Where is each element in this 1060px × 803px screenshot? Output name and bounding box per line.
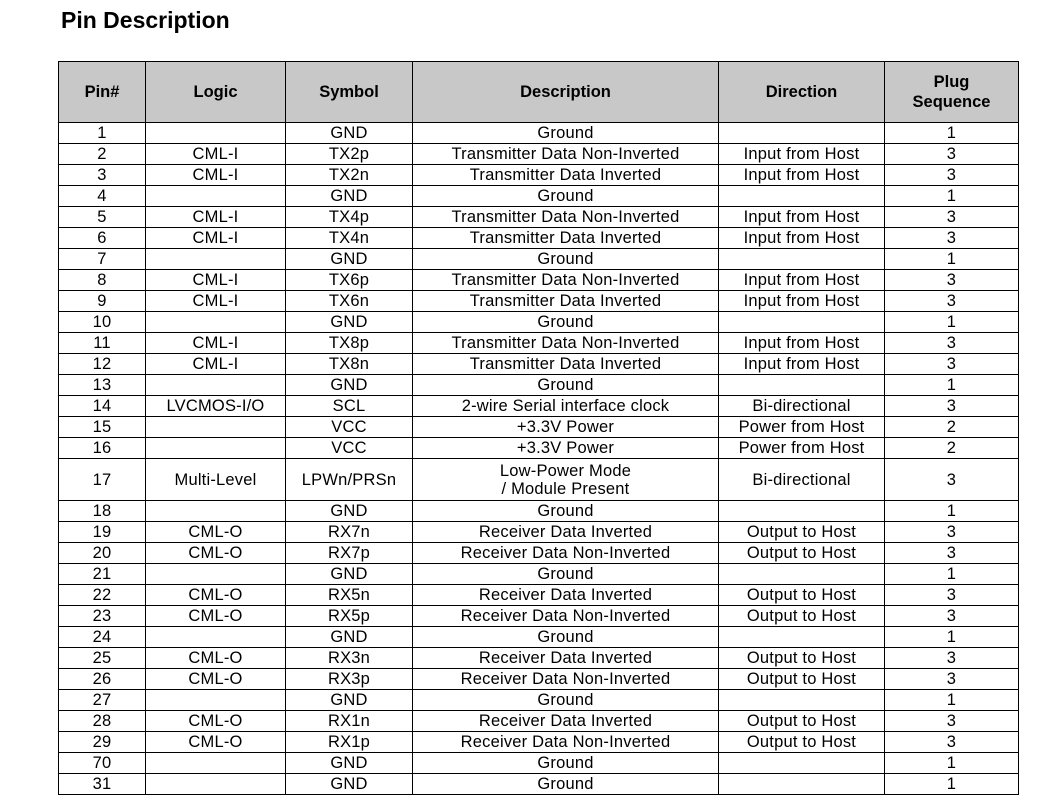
table-row [59,627,1019,648]
header-plug-line1: Plug [933,73,970,91]
cell-symbol: GND [286,627,413,648]
cell-symbol: TX8n [286,354,413,375]
cell-description: Ground [413,753,719,774]
cell-description-line2: / Module Present [501,479,630,498]
table-body [59,123,1019,795]
table-row [59,333,1019,354]
cell-direction: Input from Host [719,354,885,375]
cell-pin: 7 [59,249,146,270]
cell-description: Receiver Data Non-Inverted [413,606,719,627]
cell-logic [146,249,286,270]
cell-direction: Output to Host [719,543,885,564]
cell-direction [719,501,885,522]
cell-symbol: GND [286,501,413,522]
cell-direction: Input from Host [719,228,885,249]
table-row [59,291,1019,312]
cell-plug: 3 [885,459,1019,501]
cell-direction: Input from Host [719,291,885,312]
cell-logic [146,123,286,144]
cell-description: Receiver Data Inverted [413,648,719,669]
header-logic: Logic [146,62,286,123]
header-description: Description [413,62,719,123]
cell-plug: 2 [885,438,1019,459]
cell-direction [719,375,885,396]
cell-plug: 3 [885,585,1019,606]
table-row [59,606,1019,627]
cell-direction: Input from Host [719,333,885,354]
cell-logic [146,774,286,795]
cell-direction: Bi-directional [719,396,885,417]
cell-pin: 70 [59,753,146,774]
table-row [59,165,1019,186]
cell-pin: 29 [59,732,146,753]
cell-pin: 31 [59,774,146,795]
page-title: Pin Description [61,7,230,33]
cell-symbol: RX1n [286,711,413,732]
cell-symbol: RX7n [286,522,413,543]
cell-description: Receiver Data Inverted [413,585,719,606]
cell-logic: CML-O [146,648,286,669]
header-plug-line2: Sequence [912,93,991,111]
table-row [59,228,1019,249]
table-row [59,144,1019,165]
cell-description [413,459,719,501]
cell-symbol: RX3n [286,648,413,669]
header-symbol: Symbol [286,62,413,123]
cell-logic [146,312,286,333]
cell-symbol: GND [286,123,413,144]
cell-description: Receiver Data Non-Inverted [413,543,719,564]
cell-description: Transmitter Data Inverted [413,228,719,249]
table-header-row [59,62,1019,123]
table-row [59,270,1019,291]
cell-logic: CML-I [146,228,286,249]
cell-description: Transmitter Data Non-Inverted [413,333,719,354]
cell-description: Transmitter Data Non-Inverted [413,207,719,228]
cell-logic: CML-O [146,522,286,543]
cell-description: Ground [413,186,719,207]
cell-symbol: VCC [286,438,413,459]
cell-plug: 3 [885,543,1019,564]
cell-direction [719,690,885,711]
cell-direction: Output to Host [719,711,885,732]
table-row [59,564,1019,585]
cell-plug: 3 [885,207,1019,228]
cell-logic: CML-O [146,606,286,627]
cell-plug: 3 [885,648,1019,669]
cell-pin: 28 [59,711,146,732]
cell-symbol: RX5n [286,585,413,606]
cell-logic [146,375,286,396]
cell-direction: Bi-directional [719,459,885,501]
cell-plug: 1 [885,564,1019,585]
cell-logic: CML-O [146,669,286,690]
cell-direction: Output to Host [719,669,885,690]
cell-direction: Output to Host [719,648,885,669]
cell-direction: Input from Host [719,144,885,165]
cell-logic: CML-I [146,207,286,228]
table-row [59,312,1019,333]
table-row [59,501,1019,522]
header-direction: Direction [719,62,885,123]
table-row [59,774,1019,795]
cell-pin: 18 [59,501,146,522]
cell-direction [719,564,885,585]
cell-logic [146,690,286,711]
header-pin: Pin# [59,62,146,123]
table-row [59,648,1019,669]
cell-direction [719,312,885,333]
cell-direction: Power from Host [719,438,885,459]
cell-description: Ground [413,627,719,648]
cell-pin: 22 [59,585,146,606]
cell-logic [146,186,286,207]
cell-symbol: VCC [286,417,413,438]
cell-direction: Input from Host [719,270,885,291]
cell-symbol: RX3p [286,669,413,690]
cell-direction [719,753,885,774]
cell-description: Receiver Data Inverted [413,711,719,732]
table-row [59,207,1019,228]
cell-symbol: TX2p [286,144,413,165]
table-row [59,249,1019,270]
cell-description: Ground [413,249,719,270]
cell-description: +3.3V Power [413,438,719,459]
cell-pin: 19 [59,522,146,543]
cell-logic: CML-I [146,333,286,354]
cell-symbol: TX8p [286,333,413,354]
cell-symbol: TX4n [286,228,413,249]
cell-direction [719,627,885,648]
cell-pin: 17 [59,459,146,501]
cell-plug: 3 [885,669,1019,690]
cell-description: Transmitter Data Non-Inverted [413,270,719,291]
cell-pin: 21 [59,564,146,585]
header-plug-sequence [885,62,1019,123]
cell-plug: 1 [885,312,1019,333]
cell-description: Ground [413,774,719,795]
cell-logic: CML-I [146,270,286,291]
cell-direction: Input from Host [719,207,885,228]
cell-logic: CML-I [146,354,286,375]
table-row [59,459,1019,501]
table-row [59,543,1019,564]
cell-logic [146,417,286,438]
cell-symbol: RX5p [286,606,413,627]
cell-logic: CML-O [146,585,286,606]
cell-symbol: TX4p [286,207,413,228]
cell-direction: Output to Host [719,585,885,606]
cell-description: Transmitter Data Inverted [413,291,719,312]
cell-plug: 3 [885,333,1019,354]
cell-description: Transmitter Data Non-Inverted [413,144,719,165]
cell-description: 2-wire Serial interface clock [413,396,719,417]
cell-plug: 1 [885,186,1019,207]
cell-pin: 2 [59,144,146,165]
cell-description: Ground [413,375,719,396]
cell-symbol: TX6n [286,291,413,312]
table-row [59,417,1019,438]
table-row [59,690,1019,711]
cell-symbol: TX6p [286,270,413,291]
cell-pin: 27 [59,690,146,711]
cell-description: Ground [413,501,719,522]
cell-plug: 3 [885,606,1019,627]
cell-logic [146,564,286,585]
table-row [59,354,1019,375]
cell-direction [719,186,885,207]
cell-symbol: GND [286,774,413,795]
cell-description: Transmitter Data Inverted [413,354,719,375]
cell-logic [146,438,286,459]
cell-pin: 15 [59,417,146,438]
cell-logic: CML-O [146,543,286,564]
cell-logic: CML-I [146,144,286,165]
cell-symbol: RX1p [286,732,413,753]
cell-logic: LVCMOS-I/O [146,396,286,417]
cell-plug: 3 [885,144,1019,165]
cell-direction [719,123,885,144]
cell-pin: 25 [59,648,146,669]
cell-symbol: TX2n [286,165,413,186]
cell-logic: CML-O [146,711,286,732]
cell-description: +3.3V Power [413,417,719,438]
cell-symbol: GND [286,690,413,711]
cell-plug: 1 [885,774,1019,795]
table-row [59,375,1019,396]
table-row [59,669,1019,690]
cell-logic [146,501,286,522]
cell-plug: 1 [885,249,1019,270]
cell-direction [719,774,885,795]
cell-plug: 3 [885,522,1019,543]
cell-pin: 4 [59,186,146,207]
cell-pin: 14 [59,396,146,417]
cell-plug: 3 [885,291,1019,312]
cell-plug: 1 [885,690,1019,711]
cell-plug: 3 [885,711,1019,732]
cell-plug: 3 [885,396,1019,417]
cell-plug: 3 [885,228,1019,249]
cell-symbol: GND [286,753,413,774]
cell-symbol: LPWn/PRSn [286,459,413,501]
cell-pin: 6 [59,228,146,249]
cell-plug: 1 [885,627,1019,648]
cell-direction: Power from Host [719,417,885,438]
cell-pin: 23 [59,606,146,627]
cell-pin: 13 [59,375,146,396]
cell-pin: 26 [59,669,146,690]
cell-direction: Output to Host [719,522,885,543]
pin-description-table [58,61,1019,795]
cell-direction [719,249,885,270]
cell-pin: 5 [59,207,146,228]
cell-description: Ground [413,564,719,585]
cell-description: Receiver Data Inverted [413,522,719,543]
cell-logic: Multi-Level [146,459,286,501]
cell-direction: Output to Host [719,606,885,627]
cell-symbol: GND [286,375,413,396]
cell-pin: 8 [59,270,146,291]
cell-pin: 20 [59,543,146,564]
cell-plug: 2 [885,417,1019,438]
cell-plug: 3 [885,165,1019,186]
cell-description: Transmitter Data Inverted [413,165,719,186]
cell-description: Ground [413,123,719,144]
table-row [59,522,1019,543]
table-row [59,438,1019,459]
table-row [59,123,1019,144]
cell-description: Receiver Data Non-Inverted [413,732,719,753]
cell-pin: 24 [59,627,146,648]
cell-symbol: RX7p [286,543,413,564]
cell-logic [146,753,286,774]
cell-plug: 3 [885,732,1019,753]
cell-pin: 3 [59,165,146,186]
cell-pin: 12 [59,354,146,375]
cell-plug: 3 [885,270,1019,291]
cell-description: Ground [413,690,719,711]
cell-symbol: GND [286,186,413,207]
cell-logic [146,627,286,648]
cell-symbol: GND [286,249,413,270]
cell-symbol: GND [286,564,413,585]
cell-pin: 10 [59,312,146,333]
table-row [59,753,1019,774]
cell-direction: Output to Host [719,732,885,753]
cell-symbol: SCL [286,396,413,417]
cell-direction: Input from Host [719,165,885,186]
cell-plug: 1 [885,753,1019,774]
cell-logic: CML-I [146,291,286,312]
cell-plug: 1 [885,375,1019,396]
cell-description: Ground [413,312,719,333]
table-row [59,186,1019,207]
cell-description-line1: Low-Power Mode [499,461,632,480]
table-row [59,585,1019,606]
cell-logic: CML-I [146,165,286,186]
table-row [59,732,1019,753]
table-row [59,711,1019,732]
cell-pin: 16 [59,438,146,459]
cell-plug: 1 [885,123,1019,144]
cell-plug: 3 [885,354,1019,375]
cell-pin: 11 [59,333,146,354]
cell-symbol: GND [286,312,413,333]
cell-plug: 1 [885,501,1019,522]
cell-pin: 9 [59,291,146,312]
cell-description: Receiver Data Non-Inverted [413,669,719,690]
cell-pin: 1 [59,123,146,144]
table-row [59,396,1019,417]
cell-logic: CML-O [146,732,286,753]
